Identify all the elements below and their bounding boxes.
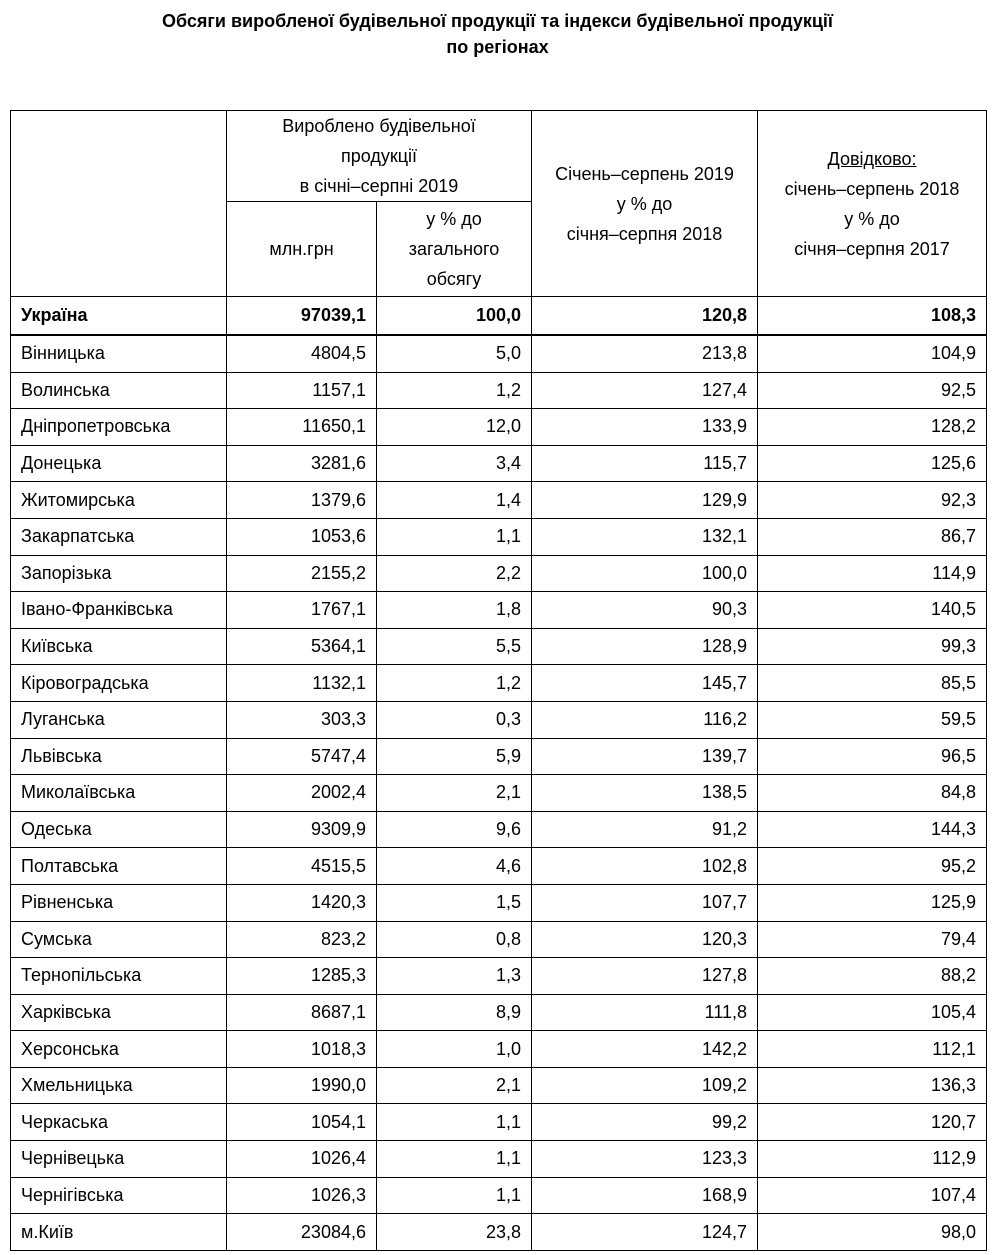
idx2018-cell: 104,9 xyxy=(758,335,987,372)
pct-cell: 0,3 xyxy=(377,701,532,738)
idx2018-cell: 98,0 xyxy=(758,1214,987,1251)
region-cell: Київська xyxy=(11,628,227,665)
pct-cell: 5,5 xyxy=(377,628,532,665)
pct-cell: 23,8 xyxy=(377,1214,532,1251)
mln-cell: 9309,9 xyxy=(227,811,377,848)
mln-cell: 1053,6 xyxy=(227,518,377,555)
pct-cell: 2,2 xyxy=(377,555,532,592)
idx2018-cell: 59,5 xyxy=(758,701,987,738)
idx2019-cell: 213,8 xyxy=(532,335,758,372)
regions-table xyxy=(10,110,987,1251)
pct-cell: 1,5 xyxy=(377,884,532,921)
idx2018-cell: 112,9 xyxy=(758,1141,987,1178)
mln-cell: 2002,4 xyxy=(227,775,377,812)
idx2019-cell: 107,7 xyxy=(532,884,758,921)
region-cell: Україна xyxy=(11,297,227,336)
mln-cell: 1990,0 xyxy=(227,1067,377,1104)
region-cell: Полтавська xyxy=(11,848,227,885)
table-row xyxy=(11,445,987,482)
pct-cell: 1,1 xyxy=(377,518,532,555)
region-cell: Сумська xyxy=(11,921,227,958)
idx2018-cell: 92,3 xyxy=(758,482,987,519)
idx2019-cell: 91,2 xyxy=(532,811,758,848)
region-cell: Чернівецька xyxy=(11,1141,227,1178)
region-cell: Харківська xyxy=(11,994,227,1031)
idx2018-cell: 99,3 xyxy=(758,628,987,665)
region-cell: м.Київ xyxy=(11,1214,227,1251)
idx2019-cell: 109,2 xyxy=(532,1067,758,1104)
idx2019-cell: 142,2 xyxy=(532,1031,758,1068)
page-title xyxy=(0,8,995,60)
idx2018-cell: 107,4 xyxy=(758,1177,987,1214)
region-cell: Херсонська xyxy=(11,1031,227,1068)
idx2019-cell: 129,9 xyxy=(532,482,758,519)
idx2019-cell: 120,8 xyxy=(532,297,758,336)
title-line-2: по регіонах xyxy=(446,37,549,57)
table-row xyxy=(11,409,987,446)
title-line-1: Обсяги виробленої будівельної продукції та індекси будівельної продукції xyxy=(162,11,833,31)
table-row xyxy=(11,592,987,629)
table-row xyxy=(11,1141,987,1178)
idx2018-cell: 92,5 xyxy=(758,372,987,409)
table-row xyxy=(11,775,987,812)
mln-cell: 1054,1 xyxy=(227,1104,377,1141)
region-cell: Волинська xyxy=(11,372,227,409)
index-2019-header: Січень–серпень 2019 у % до січня–серпня 2018 xyxy=(532,111,758,297)
region-cell: Закарпатська xyxy=(11,518,227,555)
region-cell: Луганська xyxy=(11,701,227,738)
pct-cell: 1,0 xyxy=(377,1031,532,1068)
table-row xyxy=(11,921,987,958)
pct-cell: 9,6 xyxy=(377,811,532,848)
mln-cell: 3281,6 xyxy=(227,445,377,482)
pct-cell: 1,2 xyxy=(377,665,532,702)
mln-header: млн.грн xyxy=(227,202,377,297)
table-row xyxy=(11,372,987,409)
table-row xyxy=(11,482,987,519)
idx2018-cell: 144,3 xyxy=(758,811,987,848)
region-cell: Кіровоградська xyxy=(11,665,227,702)
region-cell: Запорізька xyxy=(11,555,227,592)
idx2019-cell: 111,8 xyxy=(532,994,758,1031)
table-row xyxy=(11,335,987,372)
pct-cell: 2,1 xyxy=(377,1067,532,1104)
mln-cell: 97039,1 xyxy=(227,297,377,336)
idx2018-cell: 125,9 xyxy=(758,884,987,921)
pct-cell: 1,3 xyxy=(377,958,532,995)
pct-cell: 1,2 xyxy=(377,372,532,409)
pct-header: у % до загального обсягу xyxy=(377,202,532,297)
idx2018-cell: 88,2 xyxy=(758,958,987,995)
region-cell: Донецька xyxy=(11,445,227,482)
idx2018-cell: 125,6 xyxy=(758,445,987,482)
pct-cell: 1,1 xyxy=(377,1141,532,1178)
idx2018-cell: 108,3 xyxy=(758,297,987,336)
mln-cell: 4804,5 xyxy=(227,335,377,372)
mln-cell: 1026,4 xyxy=(227,1141,377,1178)
idx2019-cell: 116,2 xyxy=(532,701,758,738)
idx2019-cell: 138,5 xyxy=(532,775,758,812)
idx2019-cell: 102,8 xyxy=(532,848,758,885)
idx2019-cell: 124,7 xyxy=(532,1214,758,1251)
region-header xyxy=(11,111,227,297)
table-row xyxy=(11,701,987,738)
region-cell: Львівська xyxy=(11,738,227,775)
region-cell: Миколаївська xyxy=(11,775,227,812)
idx2018-cell: 105,4 xyxy=(758,994,987,1031)
pct-cell: 4,6 xyxy=(377,848,532,885)
idx2018-cell: 79,4 xyxy=(758,921,987,958)
mln-cell: 5747,4 xyxy=(227,738,377,775)
region-cell: Тернопільська xyxy=(11,958,227,995)
mln-cell: 1285,3 xyxy=(227,958,377,995)
table-row xyxy=(11,555,987,592)
idx2019-cell: 90,3 xyxy=(532,592,758,629)
pct-cell: 5,9 xyxy=(377,738,532,775)
table-row xyxy=(11,1177,987,1214)
mln-cell: 1026,3 xyxy=(227,1177,377,1214)
table-row xyxy=(11,958,987,995)
idx2018-cell: 86,7 xyxy=(758,518,987,555)
idx2018-cell: 140,5 xyxy=(758,592,987,629)
mln-cell: 1379,6 xyxy=(227,482,377,519)
pct-cell: 0,8 xyxy=(377,921,532,958)
pct-cell: 8,9 xyxy=(377,994,532,1031)
idx2019-cell: 99,2 xyxy=(532,1104,758,1141)
table-row xyxy=(11,811,987,848)
mln-cell: 1018,3 xyxy=(227,1031,377,1068)
table-row xyxy=(11,628,987,665)
region-cell: Рівненська xyxy=(11,884,227,921)
region-cell: Одеська xyxy=(11,811,227,848)
table-row xyxy=(11,1214,987,1251)
region-cell: Чернігівська xyxy=(11,1177,227,1214)
idx2018-cell: 112,1 xyxy=(758,1031,987,1068)
mln-cell: 1767,1 xyxy=(227,592,377,629)
table-row xyxy=(11,738,987,775)
produced-header: Вироблено будівельної продукції в січні–серпні 2019 xyxy=(227,111,532,202)
table-row xyxy=(11,1067,987,1104)
idx2019-cell: 115,7 xyxy=(532,445,758,482)
region-cell: Житомирська xyxy=(11,482,227,519)
idx2018-cell: 95,2 xyxy=(758,848,987,885)
idx2019-cell: 168,9 xyxy=(532,1177,758,1214)
idx2019-cell: 133,9 xyxy=(532,409,758,446)
idx2019-cell: 139,7 xyxy=(532,738,758,775)
table-row xyxy=(11,994,987,1031)
idx2018-cell: 96,5 xyxy=(758,738,987,775)
table-row-total xyxy=(11,297,987,336)
table-row xyxy=(11,665,987,702)
pct-cell: 3,4 xyxy=(377,445,532,482)
idx2019-cell: 123,3 xyxy=(532,1141,758,1178)
idx2019-cell: 128,9 xyxy=(532,628,758,665)
table-row xyxy=(11,1104,987,1141)
idx2019-cell: 127,4 xyxy=(532,372,758,409)
pct-cell: 1,4 xyxy=(377,482,532,519)
idx2019-cell: 100,0 xyxy=(532,555,758,592)
table-row xyxy=(11,884,987,921)
pct-cell: 12,0 xyxy=(377,409,532,446)
table-row xyxy=(11,518,987,555)
pct-cell: 5,0 xyxy=(377,335,532,372)
idx2018-cell: 136,3 xyxy=(758,1067,987,1104)
mln-cell: 5364,1 xyxy=(227,628,377,665)
idx2019-cell: 145,7 xyxy=(532,665,758,702)
mln-cell: 2155,2 xyxy=(227,555,377,592)
idx2018-cell: 114,9 xyxy=(758,555,987,592)
region-cell: Дніпропетровська xyxy=(11,409,227,446)
table-row xyxy=(11,848,987,885)
table-row xyxy=(11,1031,987,1068)
mln-cell: 303,3 xyxy=(227,701,377,738)
table-body xyxy=(11,297,987,1251)
pct-cell: 2,1 xyxy=(377,775,532,812)
pct-cell: 1,8 xyxy=(377,592,532,629)
idx2018-cell: 84,8 xyxy=(758,775,987,812)
pct-cell: 100,0 xyxy=(377,297,532,336)
idx2019-cell: 132,1 xyxy=(532,518,758,555)
mln-cell: 1157,1 xyxy=(227,372,377,409)
reference-2018-header: Довідково: січень–серпень 2018 у % до січня–серпня 2017 xyxy=(758,111,987,297)
idx2018-cell: 85,5 xyxy=(758,665,987,702)
mln-cell: 1132,1 xyxy=(227,665,377,702)
idx2019-cell: 127,8 xyxy=(532,958,758,995)
mln-cell: 823,2 xyxy=(227,921,377,958)
region-cell: Івано-Франківська xyxy=(11,592,227,629)
region-cell: Черкаська xyxy=(11,1104,227,1141)
region-cell: Хмельницька xyxy=(11,1067,227,1104)
region-cell: Вінницька xyxy=(11,335,227,372)
mln-cell: 11650,1 xyxy=(227,409,377,446)
pct-cell: 1,1 xyxy=(377,1104,532,1141)
mln-cell: 8687,1 xyxy=(227,994,377,1031)
mln-cell: 4515,5 xyxy=(227,848,377,885)
mln-cell: 1420,3 xyxy=(227,884,377,921)
idx2019-cell: 120,3 xyxy=(532,921,758,958)
idx2018-cell: 128,2 xyxy=(758,409,987,446)
idx2018-cell: 120,7 xyxy=(758,1104,987,1141)
pct-cell: 1,1 xyxy=(377,1177,532,1214)
mln-cell: 23084,6 xyxy=(227,1214,377,1251)
